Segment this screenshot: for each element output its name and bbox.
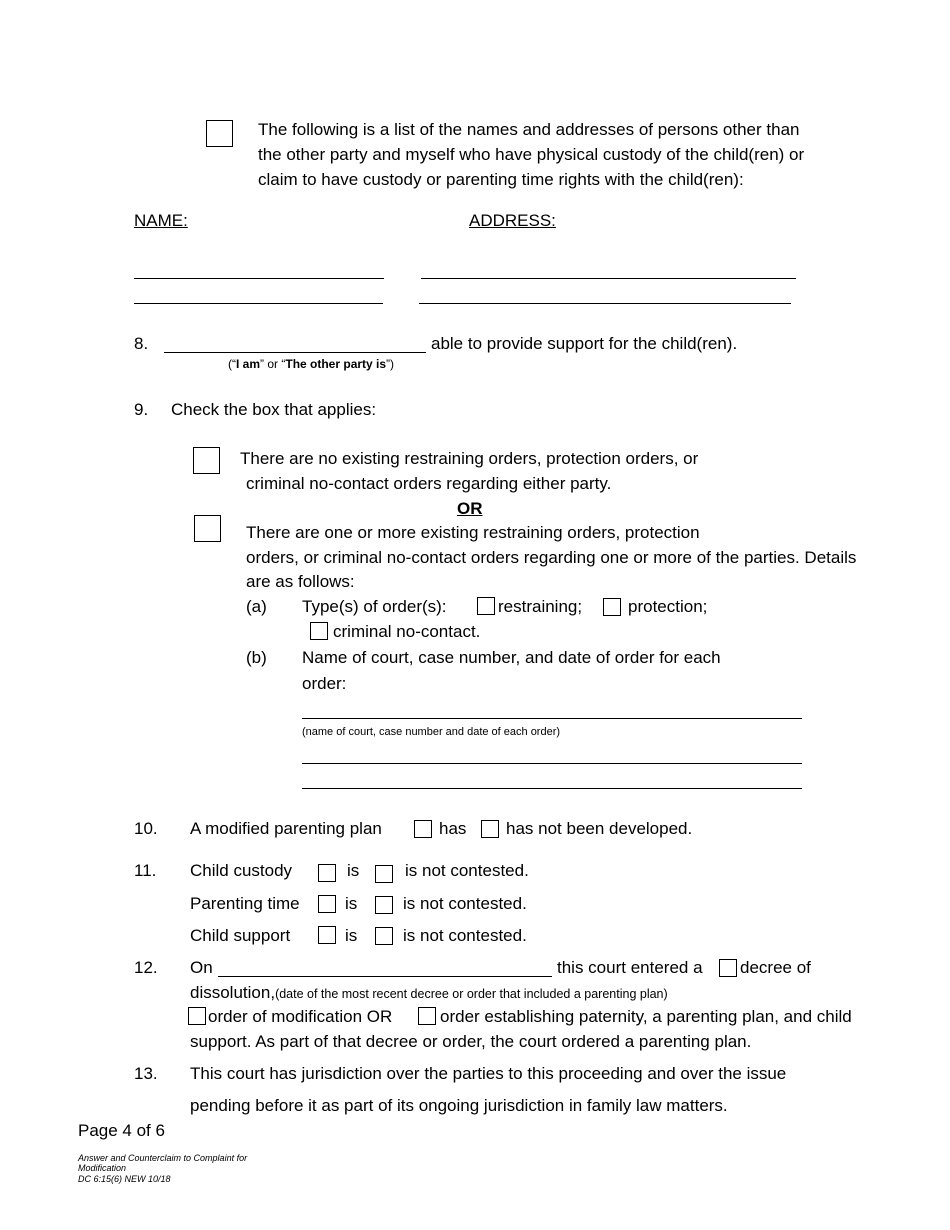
item12-entered: this court entered a — [557, 958, 703, 977]
name-field-1[interactable] — [134, 278, 384, 279]
order-establishing-paternity-checkbox[interactable] — [418, 1007, 436, 1025]
item11-number: 11. — [134, 861, 157, 880]
plan-has-not-label: has not been developed. — [506, 819, 693, 838]
parenting-time-is-checkbox[interactable] — [318, 895, 336, 913]
item9a-label: (a) — [246, 597, 267, 616]
or-label: OR — [457, 499, 483, 518]
custody-intro-line-3: claim to have custody or parenting time rights with the child(ren): — [258, 170, 744, 189]
existing-orders-checkbox[interactable] — [194, 515, 221, 542]
child-support-is-not-checkbox[interactable] — [375, 927, 393, 945]
custody-intro-line-1: The following is a list of the names and addresses of persons other than — [258, 120, 800, 139]
no-orders-line-2: criminal no-contact orders regarding either party. — [246, 474, 612, 493]
item8-number: 8. — [134, 334, 149, 353]
item9b-line-1: Name of court, case number, and date of order for each — [302, 648, 721, 667]
decree-date-field[interactable] — [218, 976, 552, 977]
page-number: Page 4 of 6 — [78, 1121, 165, 1140]
restraining-checkbox[interactable] — [477, 597, 495, 615]
item9b-label: (b) — [246, 648, 267, 667]
custody-is-not-checkbox[interactable] — [375, 865, 393, 883]
item9-number: 9. — [134, 400, 149, 419]
custody-is-not-label: is not contested. — [405, 861, 529, 880]
item12-date-hint: (date of the most recent decree or order that included a parenting plan) — [275, 987, 668, 1001]
item12-on: On — [190, 958, 213, 977]
item9a-text: Type(s) of order(s): — [302, 597, 447, 616]
order-of-modification-checkbox[interactable] — [188, 1007, 206, 1025]
item9-label: Check the box that applies: — [171, 400, 377, 419]
item12-number: 12. — [134, 958, 158, 977]
criminal-no-contact-label: criminal no-contact. — [333, 622, 481, 641]
item12-line-2 — [190, 981, 668, 1005]
parenting-time-is-not-label: is not contested. — [403, 894, 527, 913]
address-field-2[interactable] — [419, 303, 791, 304]
custody-intro-line-2: the other party and myself who have physical custody of the child(ren) or — [258, 145, 805, 164]
decree-of-dissolution-checkbox[interactable] — [719, 959, 737, 977]
item12-dissolution: dissolution, — [190, 983, 276, 1002]
item12-last-line: support. As part of that decree or order, the court ordered a parenting plan. — [190, 1032, 752, 1051]
address-header: ADDRESS: — [469, 211, 556, 230]
restraining-label: restraining; — [498, 597, 583, 616]
protection-label: protection; — [628, 597, 708, 616]
court-details-field-1[interactable] — [302, 718, 802, 719]
court-details-field-2[interactable] — [302, 763, 802, 764]
existing-orders-line-3: are as follows: — [246, 572, 355, 591]
court-details-field-3[interactable] — [302, 788, 802, 789]
existing-orders-line-2: orders, or criminal no-contact orders regarding one or more of the parties. Details — [246, 548, 857, 567]
name-header: NAME: — [134, 211, 188, 230]
name-field-2[interactable] — [134, 303, 383, 304]
custody-row-label: Child custody — [190, 861, 293, 880]
item8-hint: (“I am” or “The other party is”) — [228, 357, 395, 371]
criminal-no-contact-checkbox[interactable] — [310, 622, 328, 640]
protection-checkbox[interactable] — [603, 598, 621, 616]
plan-has-checkbox[interactable] — [414, 820, 432, 838]
child-support-row-label: Child support — [190, 926, 291, 945]
parenting-time-is-not-checkbox[interactable] — [375, 896, 393, 914]
child-support-is-checkbox[interactable] — [318, 926, 336, 944]
form-footer-line-1: Answer and Counterclaim to Complaint for — [78, 1153, 248, 1163]
child-support-is-not-label: is not contested. — [403, 926, 527, 945]
item9b-line-2: order: — [302, 674, 347, 693]
custody-is-checkbox[interactable] — [318, 864, 336, 882]
court-details-hint: (name of court, case number and date of each order) — [302, 726, 561, 738]
plan-has-not-checkbox[interactable] — [481, 820, 499, 838]
address-field-1[interactable] — [421, 278, 796, 279]
no-orders-checkbox[interactable] — [193, 447, 220, 474]
form-footer-line-2: Modification — [78, 1163, 127, 1173]
item8-text: able to provide support for the child(ren). — [431, 334, 738, 353]
no-orders-line-1: There are no existing restraining orders, protection orders, or — [240, 449, 699, 468]
item13-line-2: pending before it as part of its ongoing jurisdiction in family law matters. — [190, 1096, 728, 1115]
item12-paternity: order establishing paternity, a parenting plan, and child — [440, 1007, 852, 1026]
plan-has-label: has — [439, 819, 467, 838]
custody-is-label: is — [347, 861, 360, 880]
item10-text: A modified parenting plan — [190, 819, 382, 838]
item13-line-1: This court has jurisdiction over the parties to this proceeding and over the issue — [190, 1064, 787, 1083]
support-party-field[interactable] — [164, 352, 426, 353]
item10-number: 10. — [134, 819, 158, 838]
parenting-time-row-label: Parenting time — [190, 894, 300, 913]
parenting-time-is-label: is — [345, 894, 358, 913]
item12-decree: decree of — [740, 958, 811, 977]
custody-persons-checkbox[interactable] — [206, 120, 233, 147]
form-footer-line-3: DC 6:15(6) NEW 10/18 — [78, 1174, 171, 1184]
item13-number: 13. — [134, 1064, 158, 1083]
item12-modification: order of modification OR — [208, 1007, 393, 1026]
child-support-is-label: is — [345, 926, 358, 945]
existing-orders-line-1: There are one or more existing restraining orders, protection — [246, 523, 700, 542]
